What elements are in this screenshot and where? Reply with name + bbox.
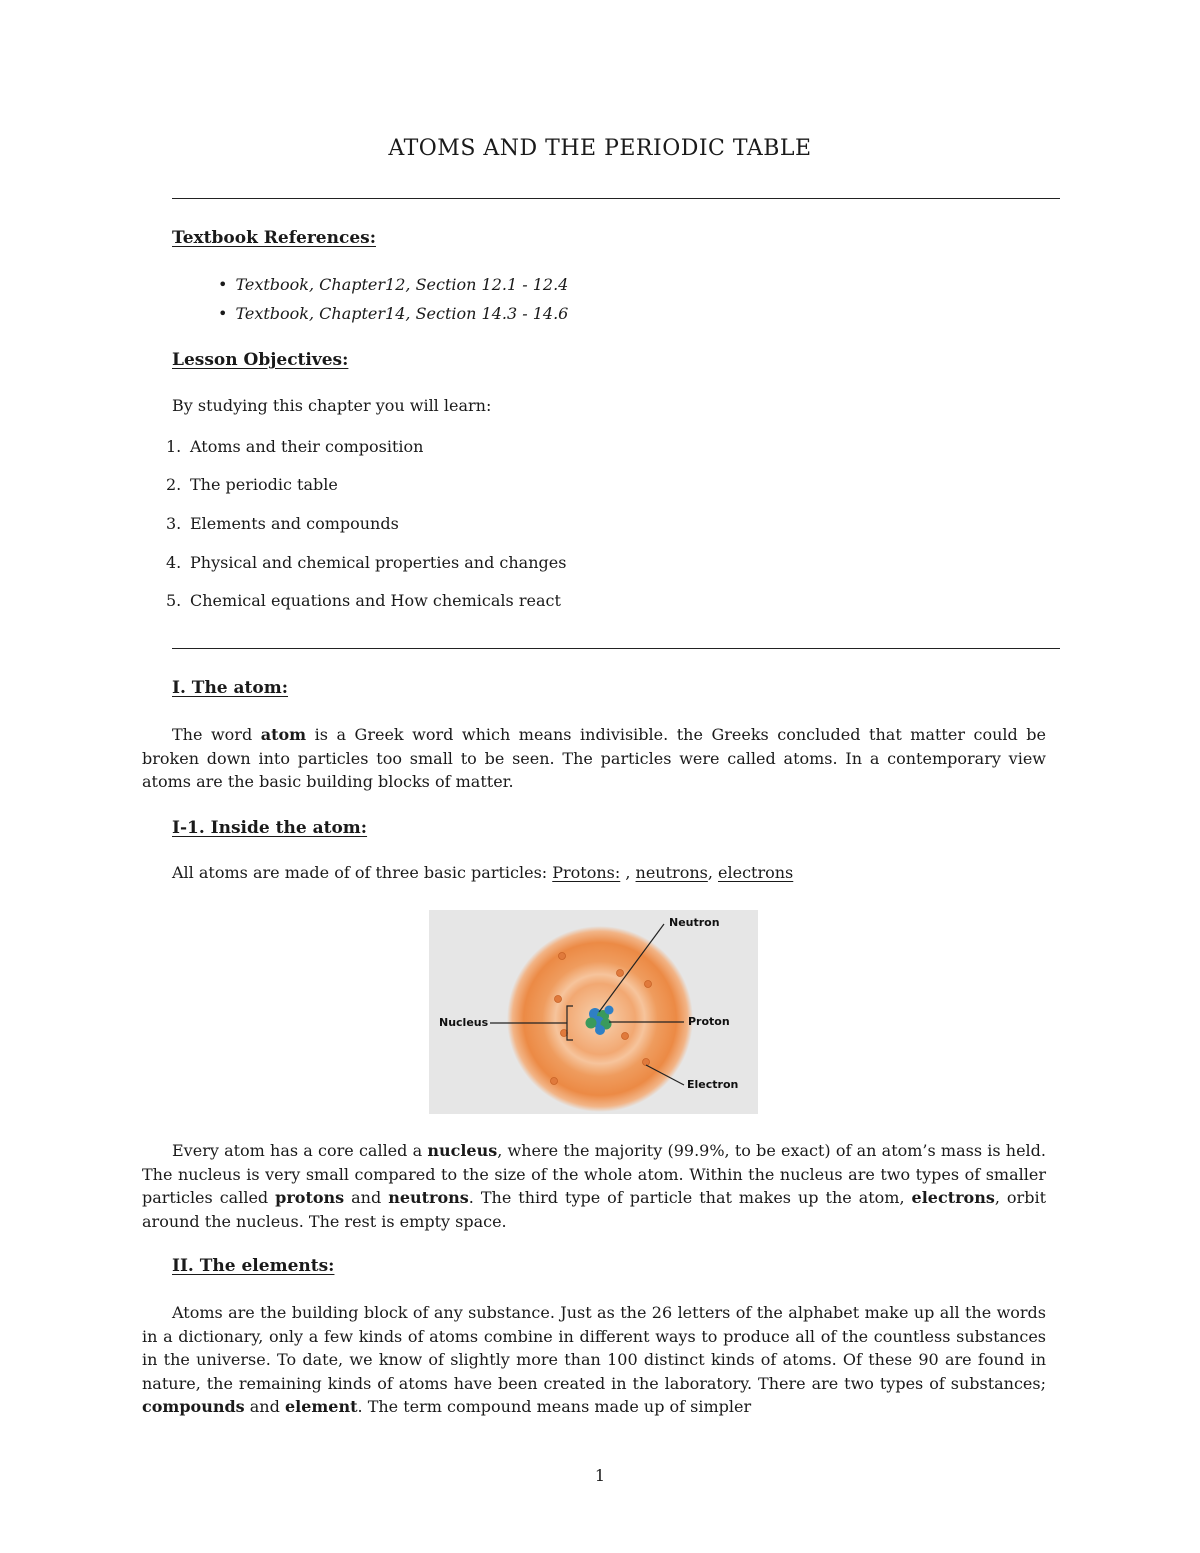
objective-text: Atoms and their composition <box>190 437 424 456</box>
text-run: and <box>344 1188 389 1207</box>
atom-diagram <box>429 910 758 1114</box>
reference-item <box>218 304 568 323</box>
objective-text: The periodic table <box>190 475 338 494</box>
objective-item <box>166 591 561 610</box>
objective-item <box>166 553 566 572</box>
term-element: element <box>284 1397 358 1416</box>
term-compounds: compounds <box>142 1397 245 1416</box>
term-neutrons: neutrons <box>635 863 708 882</box>
term-protons-bold: protons <box>275 1188 345 1207</box>
objective-item <box>166 437 423 456</box>
objective-number: 2. <box>166 475 182 494</box>
objective-number: 3. <box>166 514 182 533</box>
text-run: The word <box>172 725 261 744</box>
term-nucleus: nucleus <box>427 1141 498 1160</box>
reference-text: Textbook, Chapter14, Section 14.3 - 14.6 <box>235 304 569 323</box>
term-protons: Protons: <box>552 863 621 882</box>
text-run: Every atom has a core called a <box>172 1141 428 1160</box>
atom-paragraph <box>142 723 1046 794</box>
text-run: , <box>620 863 636 882</box>
bullet-icon: • <box>218 275 228 294</box>
references-heading: Textbook References: <box>172 228 376 248</box>
reference-text: Textbook, Chapter12, Section 12.1 - 12.4 <box>235 275 569 294</box>
label-proton: Proton <box>688 1015 730 1028</box>
section-heading-atom: I. The atom: <box>172 678 289 698</box>
section-heading-elements: II. The elements: <box>172 1256 335 1276</box>
text-run: , where the majority (99.9%, to be exact) of an atom’s mass is held. The nucleus is very small compared to the size of the whole atom. Within the nucleus are two types of smaller particles called <box>142 1141 1046 1207</box>
horizontal-rule <box>172 648 1060 649</box>
text-run: . The third type of particle that makes up the atom, <box>468 1188 912 1207</box>
objective-item <box>166 475 338 494</box>
label-electron: Electron <box>687 1078 739 1091</box>
label-nucleus: Nucleus <box>439 1016 489 1029</box>
objective-text: Physical and chemical properties and changes <box>190 553 567 572</box>
elements-paragraph <box>142 1301 1046 1419</box>
term-neutrons-bold: neutrons <box>388 1188 469 1207</box>
text-run: and <box>244 1397 285 1416</box>
objective-text: Chemical equations and How chemicals react <box>190 591 561 610</box>
nucleus-paragraph <box>142 1139 1046 1233</box>
term-atom: atom <box>260 725 307 744</box>
objectives-heading: Lesson Objectives: <box>172 350 349 370</box>
objective-number: 1. <box>166 437 182 456</box>
objective-number: 5. <box>166 591 182 610</box>
text-run: All atoms are made of of three basic particles: <box>172 863 553 882</box>
particles-sentence <box>172 863 793 882</box>
page-number: 1 <box>594 1466 606 1485</box>
term-electrons: electrons <box>718 863 794 882</box>
bullet-icon: • <box>218 304 228 323</box>
text-run: is a Greek word which means indivisible. the Greeks concluded that matter could be broken down into particles too small to be seen. The particles were called atoms. In a contemporary view atoms are the basic building blocks of matter. <box>142 725 1046 791</box>
objective-number: 4. <box>166 553 182 572</box>
reference-item <box>218 275 568 294</box>
text-run: , <box>707 863 719 882</box>
label-neutron: Neutron <box>669 916 720 929</box>
objectives-intro: By studying this chapter you will learn: <box>172 396 492 415</box>
text-run: Atoms are the building block of any substance. Just as the 26 letters of the alphabet make up all the words in a dictionary, only a few kinds of atoms combine in different ways to produce all of the countless substances in the universe. To date, we know of slightly more than 100 distinct kinds of atoms. Of these 90 are found in nature, the remaining kinds of atoms have been created in the laboratory. There are two types of substances; <box>142 1303 1046 1393</box>
text-run: . The term compound means made up of simpler <box>357 1397 752 1416</box>
objective-item <box>166 514 399 533</box>
term-electrons-bold: electrons <box>911 1188 995 1207</box>
text-run: , orbit around the nucleus. The rest is empty space. <box>142 1188 1046 1231</box>
horizontal-rule <box>172 198 1060 199</box>
page-title: ATOMS AND THE PERIODIC TABLE <box>388 136 812 161</box>
objective-text: Elements and compounds <box>190 514 399 533</box>
section-heading-inside-atom: I-1. Inside the atom: <box>172 818 368 838</box>
